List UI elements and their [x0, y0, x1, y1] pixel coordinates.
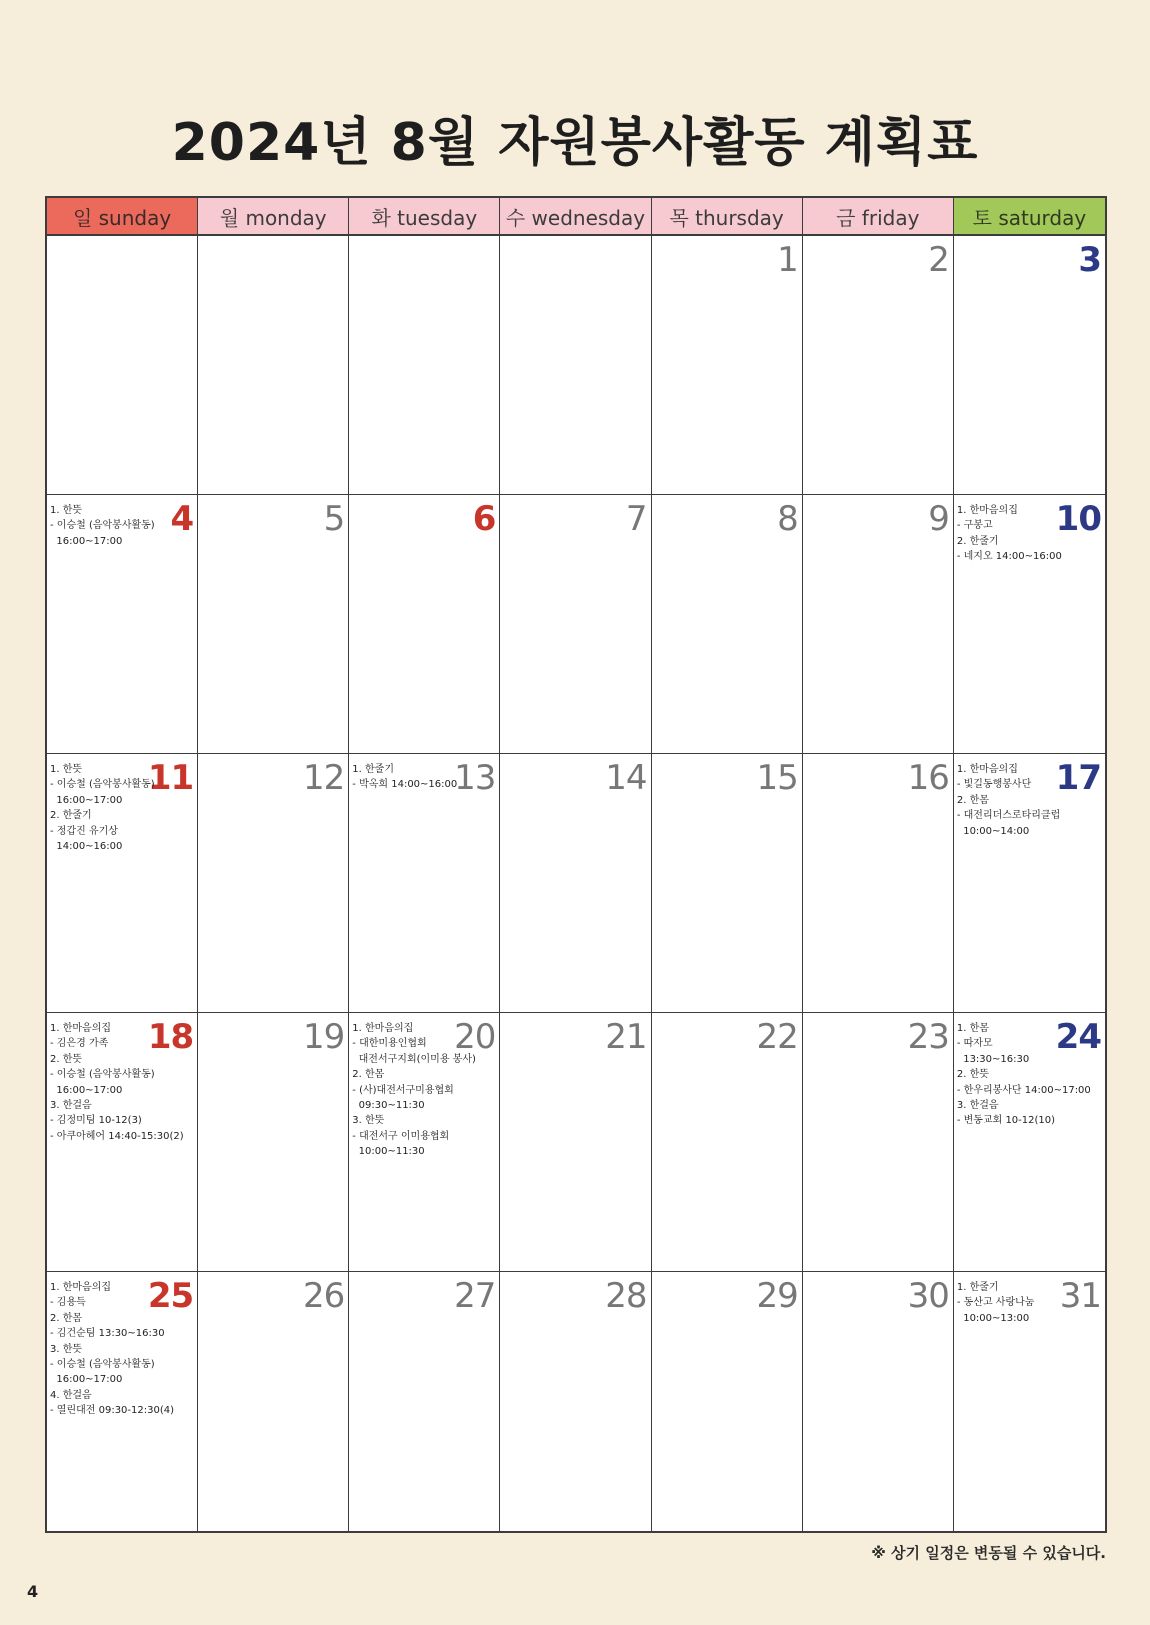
- day-cell: [198, 1013, 349, 1272]
- day-cell: [349, 236, 500, 495]
- day-cell: [47, 236, 198, 495]
- day-number: 15: [756, 758, 798, 798]
- day-notes: 1. 한뜻 - 이승철 (음악봉사활동) 16:00~17:00: [50, 505, 155, 547]
- day-number: 16: [907, 758, 949, 798]
- day-cell: [803, 495, 954, 754]
- day-notes: 1. 한마음의집 - 구봉고 2. 한줄기 - 네지오 14:00~16:00: [956, 505, 1062, 563]
- day-cell: [803, 1013, 954, 1272]
- day-number: 3: [1078, 240, 1101, 280]
- day-cell: [500, 1013, 651, 1272]
- day-number: 5: [323, 499, 345, 539]
- day-notes: 1. 한마음의집 - 김은경 가족 2. 한뜻 - 이승철 (음악봉사활동) 16:00~17:00 3. 한걸음 - 김정미팀 10-12(3) - 아쿠아헤어 14:40-15:30(2): [50, 1023, 184, 1142]
- day-notes: 1. 한마음의집 - 김용득 2. 한몸 - 김건순팀 13:30~16:30 3. 한뜻 - 이승철 (음악봉사활동) 16:00~17:00 4. 한걸음 - 열린대전 09:30-12:30(4): [50, 1282, 175, 1417]
- day-cell: [954, 495, 1105, 754]
- day-number: 1: [777, 240, 798, 280]
- day-cell: [47, 754, 198, 1013]
- day-cell: [652, 1013, 803, 1272]
- day-number: 19: [303, 1017, 345, 1057]
- day-cell: [803, 754, 954, 1013]
- day-cell: [803, 1272, 954, 1531]
- day-cell: [349, 754, 500, 1013]
- day-cell: [198, 754, 349, 1013]
- page-title: 2024년 8월 자원봉사활동 계획표: [171, 113, 979, 173]
- day-number: 2: [928, 240, 949, 280]
- day-number: 4: [170, 499, 194, 539]
- footnote: ※ 상기 일정은 변동될 수 있습니다.: [871, 1544, 1106, 1562]
- day-number: 25: [147, 1276, 194, 1316]
- day-cell: [500, 495, 651, 754]
- day-number: 23: [907, 1017, 949, 1057]
- day-cell: [198, 495, 349, 754]
- day-number: 22: [756, 1017, 798, 1057]
- day-cell: [652, 754, 803, 1013]
- day-number: 18: [147, 1017, 194, 1057]
- day-cell: [47, 495, 198, 754]
- day-number: 31: [1059, 1276, 1101, 1316]
- weekday-header-monday: 월 monday: [198, 198, 349, 236]
- day-number: 13: [454, 758, 496, 798]
- day-number: 11: [147, 758, 194, 798]
- day-cell: [349, 1272, 500, 1531]
- day-number: 30: [907, 1276, 949, 1316]
- day-cell: [954, 754, 1105, 1013]
- day-number: 20: [454, 1017, 496, 1057]
- weekday-header-saturday: 토 saturday: [954, 198, 1105, 236]
- day-notes: 1. 한마음의집 - 대한미용인협회 대전서구지회(이미용 봉사) 2. 한몸 - (사)대전서구미용협회 09:30~11:30 3. 한뜻 - 대전서구 이미용협회 10:00~11:30: [352, 1023, 476, 1158]
- day-number: 29: [756, 1276, 798, 1316]
- weekday-header-wednesday: 수 wednesday: [500, 198, 651, 236]
- day-number: 26: [303, 1276, 345, 1316]
- day-number: 6: [472, 499, 496, 539]
- day-cell: [954, 236, 1105, 495]
- day-cell: [652, 236, 803, 495]
- day-notes: 1. 한마음의집 - 빛길동행봉사단 2. 한몸 - 대전리더스로타리클럽 10:00~14:00: [956, 764, 1061, 837]
- day-cell: [803, 236, 954, 495]
- day-notes: 1. 한줄기 - 동산고 사랑나눔 10:00~13:00: [956, 1282, 1035, 1324]
- page-number: 4: [27, 1582, 39, 1601]
- day-cell: [954, 1272, 1105, 1531]
- weekday-header-sunday: 일 sunday: [47, 198, 198, 236]
- day-cell: [500, 1272, 651, 1531]
- day-cell: [349, 495, 500, 754]
- day-number: 21: [605, 1017, 647, 1057]
- day-cell: [652, 1272, 803, 1531]
- day-notes: 1. 한줄기 - 박옥희 14:00~16:00: [352, 764, 458, 791]
- day-number: 9: [928, 499, 949, 539]
- day-notes: 1. 한몸 - 따자모 13:30~16:30 2. 한뜻 - 한우리봉사단 14:00~17:00 3. 한걸음 - 변동교회 10-12(10): [956, 1023, 1091, 1127]
- day-number: 24: [1055, 1017, 1101, 1057]
- day-cell: [198, 236, 349, 495]
- day-notes: 1. 한뜻 - 이승철 (음악봉사활동) 16:00~17:00 2. 한줄기 - 정갑진 유기상 14:00~16:00: [50, 764, 155, 853]
- day-cell: [500, 754, 651, 1013]
- day-number: 17: [1055, 758, 1101, 798]
- day-number: 28: [605, 1276, 647, 1316]
- day-cell: [500, 236, 651, 495]
- calendar-grid: [45, 196, 1107, 1533]
- day-cell: [954, 1013, 1105, 1272]
- day-cell: [198, 1272, 349, 1531]
- day-cell: [652, 495, 803, 754]
- day-number: 7: [625, 499, 647, 539]
- day-cell: [349, 1013, 500, 1272]
- day-number: 27: [454, 1276, 496, 1316]
- day-cell: [47, 1272, 198, 1531]
- weekday-header-thursday: 목 thursday: [652, 198, 803, 236]
- day-number: 14: [605, 758, 647, 798]
- weekday-header-tuesday: 화 tuesday: [349, 198, 500, 236]
- day-number: 12: [303, 758, 345, 798]
- day-cell: [47, 1013, 198, 1272]
- day-number: 8: [777, 499, 798, 539]
- day-number: 10: [1055, 499, 1101, 539]
- weekday-header-friday: 금 friday: [803, 198, 954, 236]
